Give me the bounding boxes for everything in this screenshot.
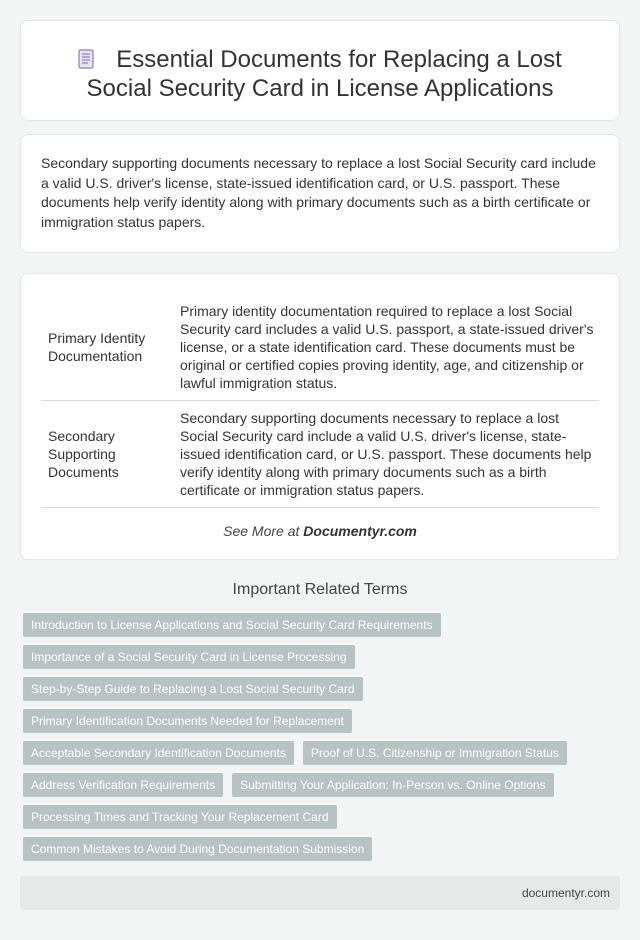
related-term-tag[interactable]: Primary Identification Documents Needed for Replacement	[23, 709, 352, 733]
definition-table-card	[20, 273, 620, 560]
definition-table	[41, 294, 599, 508]
header-card	[20, 20, 620, 121]
table-row	[41, 401, 599, 508]
related-term-tag[interactable]: Step-by-Step Guide to Replacing a Lost Social Security Card	[23, 677, 363, 701]
related-terms-heading: Important Related Terms	[232, 581, 408, 598]
title-line-1: Essential Documents for Replacing a Lost	[116, 46, 562, 73]
term-cell: Primary Identity Documentation	[41, 294, 176, 401]
related-term-tag[interactable]: Address Verification Requirements	[23, 773, 223, 797]
footer	[20, 876, 620, 910]
document-icon	[78, 47, 94, 67]
related-term-tag[interactable]: Submitting Your Application: In-Person vs. Online Options	[232, 773, 554, 797]
term-cell: Secondary Supporting Documents	[41, 401, 176, 508]
description-cell: Primary identity documentation required to replace a lost Social Security card includes a valid U.S. passport, a state-issued driver's license, or a state identification card. These documents must be original or certified copies proving identity, age, and citizenship or lawful immigration status.	[176, 294, 599, 401]
related-term-tag[interactable]: Acceptable Secondary Identification Documents	[23, 741, 294, 765]
related-terms-list	[23, 613, 583, 861]
related-term-tag[interactable]: Processing Times and Tracking Your Replacement Card	[23, 805, 337, 829]
description-cell: Secondary supporting documents necessary to replace a lost Social Security card include a valid U.S. driver's license, state-issued identification card, or U.S. passport. These documents help verify identity along with primary documents such as a birth certificate or immigration status papers.	[176, 401, 599, 508]
intro-text: Secondary supporting documents necessary to replace a lost Social Security card include a valid U.S. driver's license, state-issued identification card, or U.S. passport. These documents help verify identity along with primary documents such as a birth certificate or immigration status papers.	[41, 155, 596, 230]
related-term-tag[interactable]: Proof of U.S. Citizenship or Immigration Status	[303, 741, 567, 765]
see-more-site[interactable]: Documentyr.com	[303, 523, 417, 539]
intro-card	[20, 134, 620, 253]
related-term-tag[interactable]: Introduction to License Applications and Social Security Card Requirements	[23, 613, 441, 637]
related-term-tag[interactable]: Common Mistakes to Avoid During Documentation Submission	[23, 837, 372, 861]
see-more-prefix: See More at	[223, 523, 304, 539]
footer-site-link[interactable]: documentyr.com	[521, 886, 610, 900]
title-line-2: Social Security Card in License Applications	[86, 75, 554, 102]
page-title	[21, 45, 619, 103]
table-row	[41, 294, 599, 401]
see-more-link[interactable]	[21, 523, 619, 539]
related-term-tag[interactable]: Importance of a Social Security Card in License Processing	[23, 645, 355, 669]
